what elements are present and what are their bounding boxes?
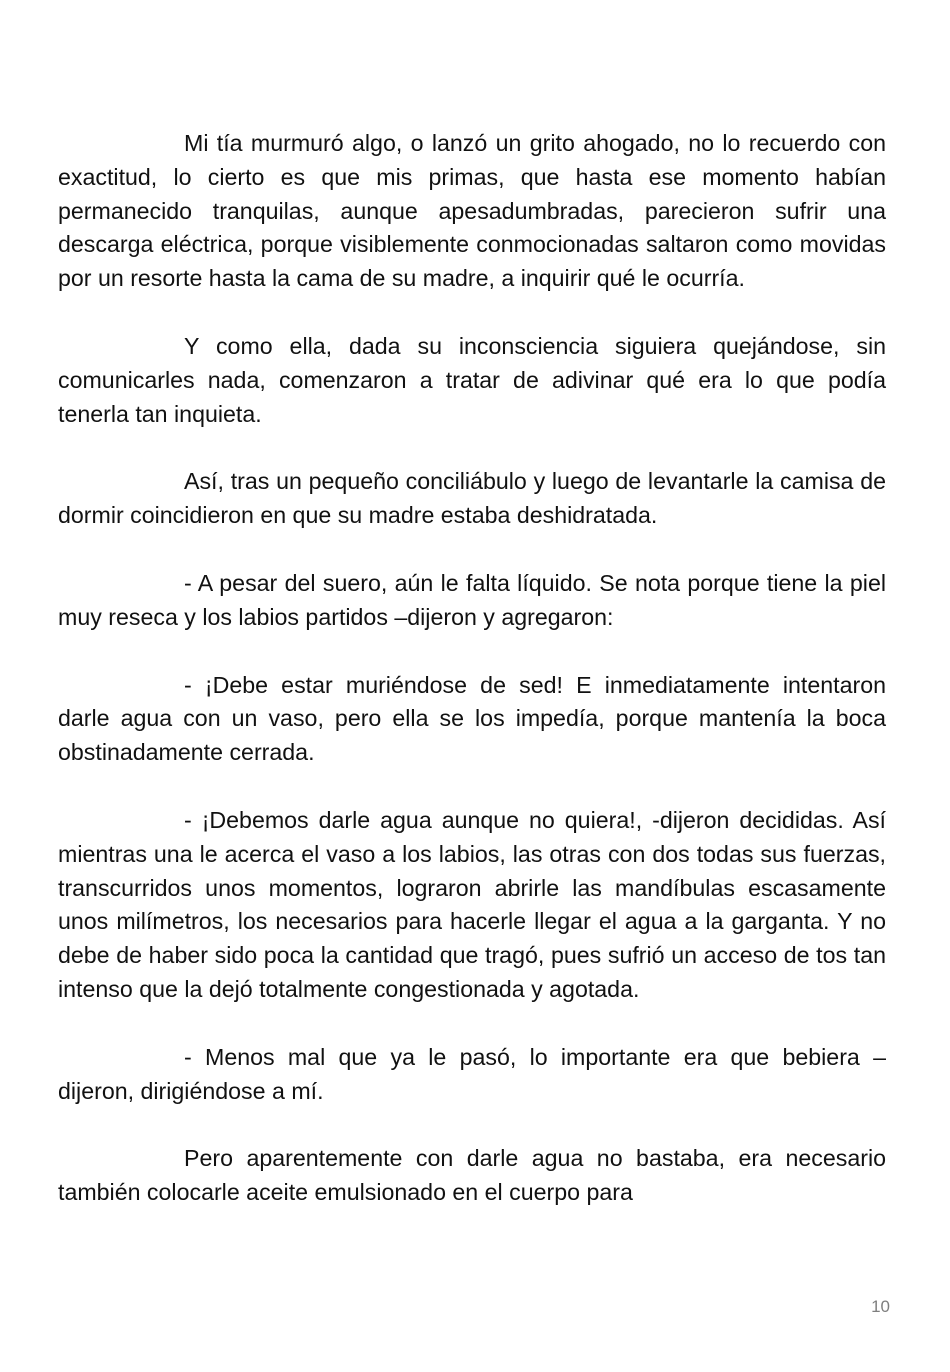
paragraph-2: Y como ella, dada su inconsciencia siguiera quejándose, sin comunicarles nada, comenzaron a tratar de adivinar qué era lo que podía tenerla tan inquieta.	[58, 332, 886, 427]
paragraph-6: - ¡Debemos darle agua aunque no quiera!, -dijeron decididas. Así mientras una le acerca el vaso a los labios, las otras con dos todas sus fuerzas, transcurridos unos momentos, lograron abrirle las mandíbulas escasamente unos milímetros, los necesarios para hacerle llegar el agua a la garganta. Y no debe de haber sido poca la cantidad que tragó, pues sufrió un acceso de tos tan intenso que la dejó totalmente congestionada y agotada.	[58, 806, 886, 1002]
body-text	[58, 127, 886, 1244]
page-number: 10	[871, 1297, 890, 1316]
paragraph-1: Mi tía murmuró algo, o lanzó un grito ahogado, no lo recuerdo con exactitud, lo cierto es que mis primas, que hasta ese momento habían permanecido tranquilas, aunque apesadumbradas, parecieron sufrir una descarga eléctrica, porque visiblemente conmocionadas saltaron como movidas por un resorte hasta la cama de su madre, a inquirir qué le ocurría.	[58, 130, 886, 292]
paragraph-4: - A pesar del suero, aún le falta líquido. Se nota porque tiene la piel muy reseca y los labios partidos –dijeron y agregaron:	[58, 569, 886, 630]
paragraph-3: Así, tras un pequeño conciliábulo y luego de levantarle la camisa de dormir coincidieron en que su madre estaba deshidratada.	[58, 468, 886, 529]
paragraph-5: - ¡Debe estar muriéndose de sed! E inmediatamente intentaron darle agua con un vaso, pero ella se los impedía, porque mantenía la boca obstinadamente cerrada.	[58, 671, 886, 766]
paragraph-7: - Menos mal que ya le pasó, lo importante era que bebiera – dijeron, dirigiéndose a mí.	[58, 1043, 886, 1104]
paragraph-8: Pero aparentemente con darle agua no bastaba, era necesario también colocarle aceite emulsionado en el cuerpo para	[58, 1145, 886, 1206]
